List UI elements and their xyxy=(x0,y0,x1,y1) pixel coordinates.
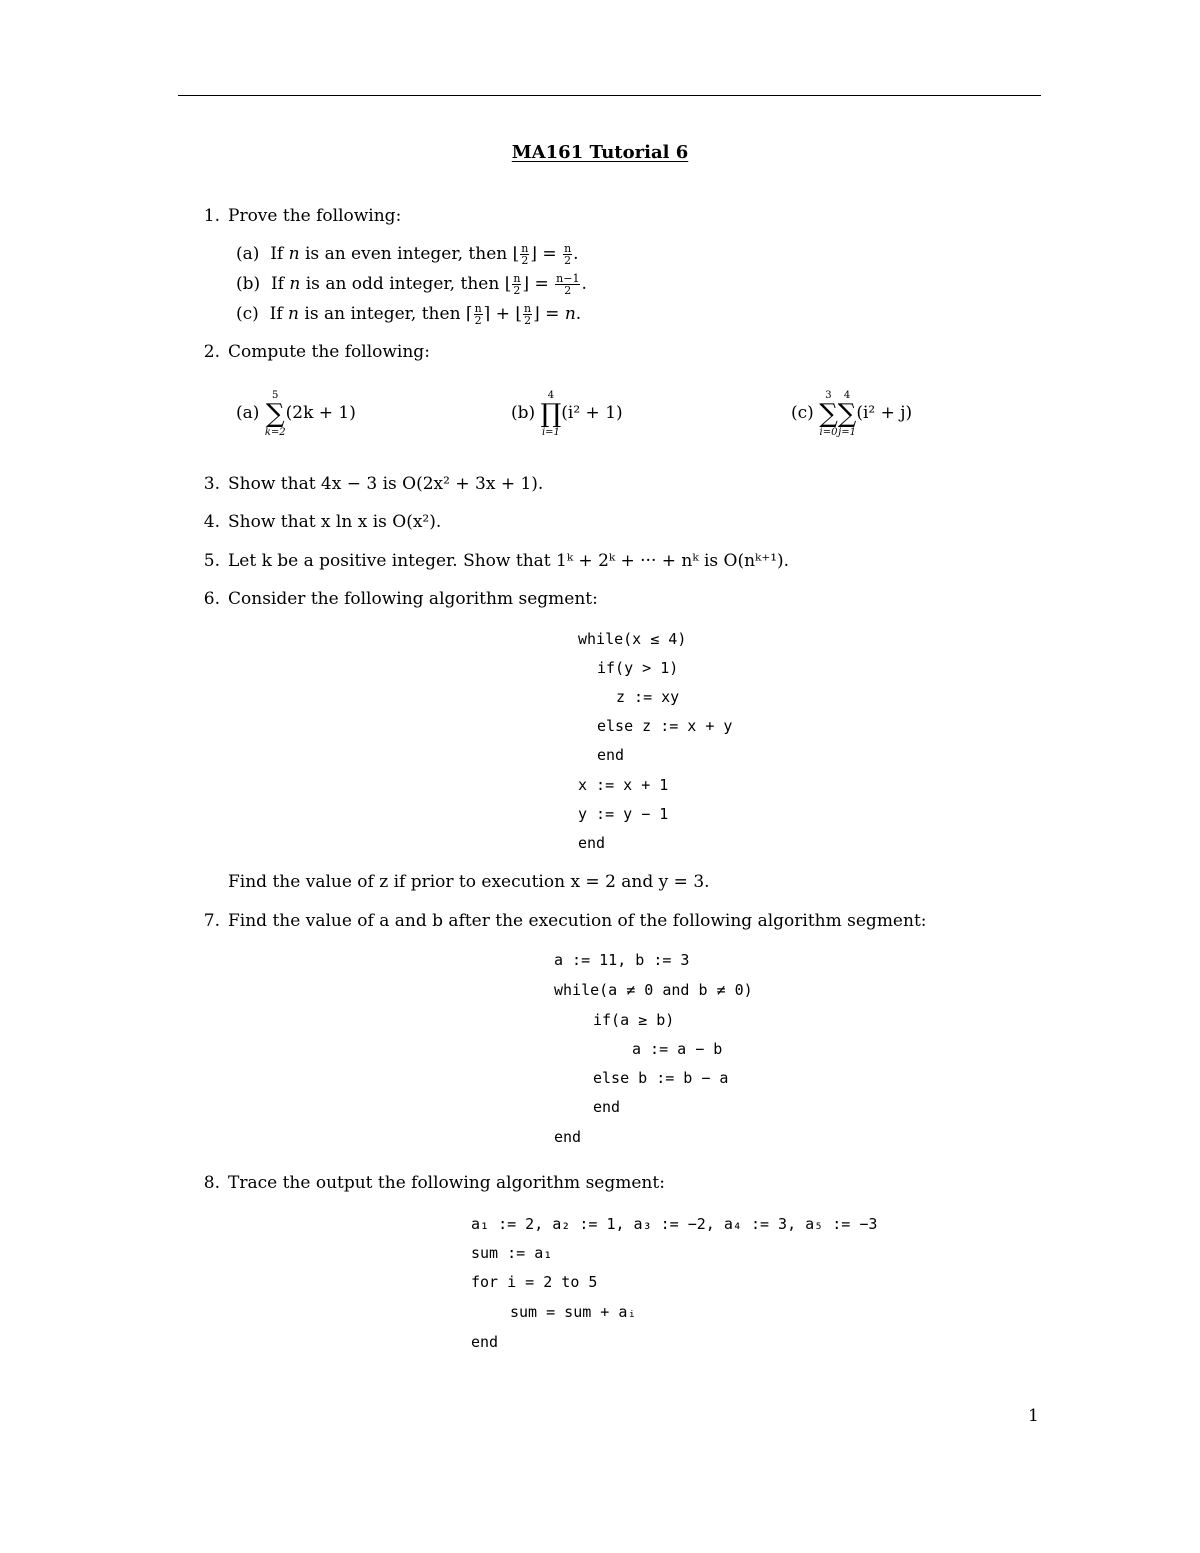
q6-code-line: end xyxy=(578,834,606,852)
q8-code-line: a₁ := 2, a₂ := 1, a₃ := −2, a₄ := 3, a₅ := −3 xyxy=(471,1215,878,1233)
q1b-var: n xyxy=(289,274,301,294)
q3-number: 3. xyxy=(203,474,220,494)
q6-code-line: end xyxy=(597,746,625,764)
q2-text: Compute the following: xyxy=(228,342,430,362)
q8-text: Trace the output the following algorithm segment: xyxy=(228,1173,665,1193)
q2a-label: (a) xyxy=(236,403,260,423)
q6-after-text: Find the value of z if prior to execution x = 2 and y = 3. xyxy=(228,872,710,892)
q8-code-line: sum = sum + aᵢ xyxy=(510,1303,637,1321)
q2c xyxy=(791,383,912,443)
q2a xyxy=(236,383,356,443)
q1c-pre: If xyxy=(269,304,283,324)
q1a-label: (a) xyxy=(236,244,260,264)
q1-number: 1. xyxy=(203,206,220,226)
q1a-eq: = xyxy=(542,244,557,264)
q6-code-line: while(x ≤ 4) xyxy=(578,630,687,648)
q7-code-line: end xyxy=(593,1098,621,1116)
q1a-var: n xyxy=(288,244,300,264)
q1c-label: (c) xyxy=(236,304,259,324)
q7-code-line: while(a ≠ 0 and b ≠ 0) xyxy=(554,981,753,999)
q2a-sum-sign: 5 ∑ k=2 xyxy=(264,389,286,438)
q1b-frac-right: $\frac{n-1}{2}$ xyxy=(556,272,580,297)
q1c-var-end: n xyxy=(564,304,576,324)
q7-code-line: a := a − b xyxy=(632,1040,723,1058)
q6-code-line: x := x + 1 xyxy=(578,776,669,794)
q4-number: 4. xyxy=(203,512,220,532)
page-number: 1 xyxy=(1028,1406,1039,1426)
q2c-sum-sign-outer: 3 ∑ i=0 xyxy=(819,389,838,438)
q2-number: 2. xyxy=(203,342,220,362)
q2b-label: (b) xyxy=(511,403,536,423)
q2c-label: (c) xyxy=(791,403,814,423)
q1c-frac-floor: $\frac{n}{2}$ xyxy=(524,302,532,327)
q1c-mid: is an integer, then xyxy=(304,304,461,324)
q5-text: Let k be a positive integer. Show that 1ᵏ + 2ᵏ + ··· + nᵏ is O(nᵏ⁺¹). xyxy=(228,551,790,571)
q8-code-line: sum := a₁ xyxy=(471,1244,553,1262)
q6-code-line: z := xy xyxy=(616,688,680,706)
q6-code-line: y := y − 1 xyxy=(578,805,669,823)
q1a-mid: is an even integer, then xyxy=(305,244,508,264)
q1a: (a) If n is an even integer, then ⌊ $\frac{n}{2}$ ⌋ = $\frac{n}{2}$ . xyxy=(236,242,579,267)
q1c-var: n xyxy=(288,304,299,324)
q1b-label: (b) xyxy=(236,274,261,294)
q3-text: Show that 4x − 3 is O(2x² + 3x + 1). xyxy=(228,474,544,494)
q1b-pre: If xyxy=(270,274,284,294)
q2c-sum-sign-inner: 4 ∑ j=1 xyxy=(837,389,857,438)
q2c-expr: (i² + j) xyxy=(856,403,913,423)
q4-text: Show that x ln x is O(x²). xyxy=(228,512,442,532)
q1c-eq: = xyxy=(545,304,560,324)
q8-number: 8. xyxy=(203,1173,220,1193)
q8-code-line: for i = 2 to 5 xyxy=(471,1273,598,1291)
q1c-plus: + xyxy=(495,304,510,324)
q7-code-line: a := 11, b := 3 xyxy=(554,951,690,969)
q7-code-line: else b := b − a xyxy=(593,1069,729,1087)
q1c: (c) If n is an integer, then ⌈ $\frac{n}{2}$ ⌉ + ⌊ $\frac{n}{2}$ ⌋ = n. xyxy=(236,302,582,327)
q7-number: 7. xyxy=(203,911,220,931)
q2b-product-sign: 4 ∏ i=1 xyxy=(540,389,562,438)
q2a-expr: (2k + 1) xyxy=(285,403,356,423)
q2b-expr: (i² + 1) xyxy=(561,403,623,423)
q6-text: Consider the following algorithm segment: xyxy=(228,589,598,609)
q7-code-line: end xyxy=(554,1128,582,1146)
q7-code-line: if(a ≥ b) xyxy=(593,1011,675,1029)
q1a-frac-right: $\frac{n}{2}$ xyxy=(564,242,572,267)
q1c-frac-ceil: $\frac{n}{2}$ xyxy=(474,302,482,327)
q6-code-line: else z := x + y xyxy=(597,717,733,735)
q1b-eq: = xyxy=(534,274,549,294)
header-rule xyxy=(178,95,1041,96)
q6-code-line: if(y > 1) xyxy=(597,659,679,677)
q6-number: 6. xyxy=(203,589,220,609)
q1b: (b) If n is an odd integer, then ⌊ $\frac{n}{2}$ ⌋ = $\frac{n-1}{2}$ . xyxy=(236,272,587,297)
q1b-mid: is an odd integer, then xyxy=(305,274,500,294)
q1a-pre: If xyxy=(270,244,284,264)
q2b xyxy=(511,383,623,443)
page-title: MA161 Tutorial 6 xyxy=(511,142,689,163)
q1b-frac-left: $\frac{n}{2}$ xyxy=(513,272,521,297)
q7-text: Find the value of a and b after the execution of the following algorithm segment: xyxy=(228,911,927,931)
q1-text: Prove the following: xyxy=(228,206,402,226)
q5-number: 5. xyxy=(203,551,220,571)
q8-code-line: end xyxy=(471,1333,499,1351)
q1a-frac-left: $\frac{n}{2}$ xyxy=(521,242,529,267)
